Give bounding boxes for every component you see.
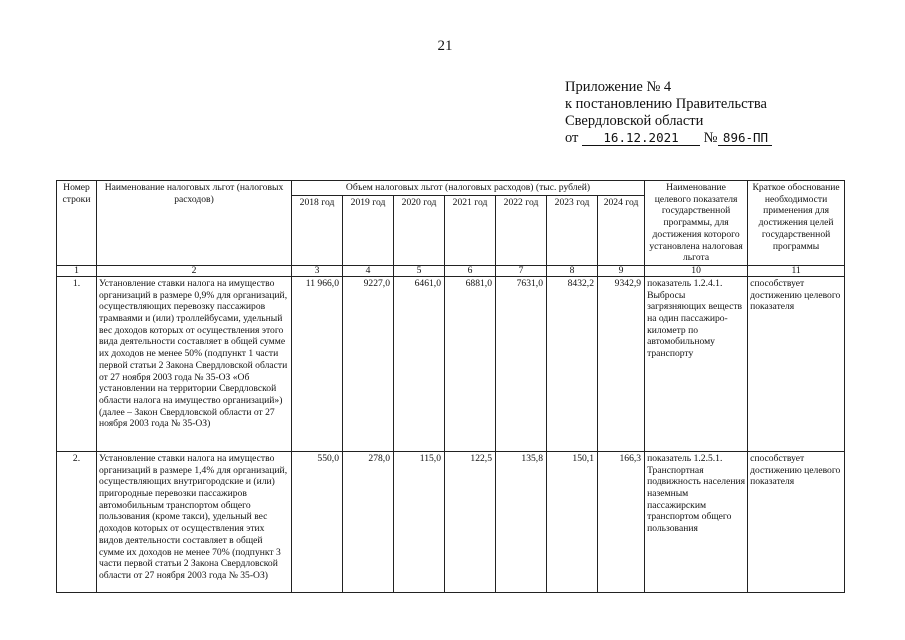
header-year: 2024 год (598, 196, 645, 266)
value-2018: 11 966,0 (292, 276, 343, 451)
header-year: 2021 год (445, 196, 496, 266)
benefit-name: Установление ставки налога на имущество организаций в размере 1,4% для организаций, осуществляющих внутригородские и (или) пригородные перевозки пассажиров автомобильным транспортом общего пользования (кроме такси), удельный вес доходов которых от осуществления этих видов деятельности составляет в общей сумме их доходов не менее 70% (подпункт 3 части первой статьи 2 Закона Свердловской области от 27 ноября 2003 года № 35-ОЗ) (97, 451, 292, 592)
column-number: 3 (292, 265, 343, 276)
appendix-date-line (565, 130, 772, 147)
column-number: 7 (496, 265, 547, 276)
header-rationale: Краткое обоснование необходимости применения для достижения целей государственной программы (748, 181, 845, 266)
value-2024: 9342,9 (598, 276, 645, 451)
value-2018: 550,0 (292, 451, 343, 592)
appendix-header (565, 79, 772, 147)
header-row-number: Номер строки (57, 181, 97, 266)
column-number: 8 (547, 265, 598, 276)
value-2023: 150,1 (547, 451, 598, 592)
resolution-date: 16.12.2021 (582, 131, 700, 146)
header-year: 2022 год (496, 196, 547, 266)
from-label: от (565, 130, 579, 146)
value-2020: 6461,0 (394, 276, 445, 451)
appendix-title: Приложение № 4 (565, 79, 672, 95)
rationale: способствует достижению целевого показателя (748, 276, 845, 451)
value-2022: 7631,0 (496, 276, 547, 451)
tax-benefits-table (56, 180, 845, 593)
column-number: 2 (97, 265, 292, 276)
value-2024: 166,3 (598, 451, 645, 592)
rationale: способствует достижению целевого показателя (748, 451, 845, 592)
header-year: 2018 год (292, 196, 343, 266)
header-year: 2019 год (343, 196, 394, 266)
row-number: 1. (57, 276, 97, 451)
target-indicator: показатель 1.2.4.1. Выбросы загрязняющих веществ на один пассажиро-километр по автомобильному транспорту (645, 276, 748, 451)
value-2022: 135,8 (496, 451, 547, 592)
column-number: 6 (445, 265, 496, 276)
header-volume: Объем налоговых льгот (налоговых расходов) (тыс. рублей) (292, 181, 645, 196)
column-number: 9 (598, 265, 645, 276)
row-number: 2. (57, 451, 97, 592)
value-2021: 6881,0 (445, 276, 496, 451)
value-2020: 115,0 (394, 451, 445, 592)
header-benefit-name: Наименование налоговых льгот (налоговых расходов) (97, 181, 292, 266)
value-2019: 9227,0 (343, 276, 394, 451)
target-indicator: показатель 1.2.5.1. Транспортная подвижность населения наземным пассажирским транспортом общего пользования (645, 451, 748, 592)
column-number: 4 (343, 265, 394, 276)
value-2019: 278,0 (343, 451, 394, 592)
page-number: 21 (437, 38, 453, 54)
column-number: 10 (645, 265, 748, 276)
table-row (57, 451, 845, 592)
table-row (57, 276, 845, 451)
value-2021: 122,5 (445, 451, 496, 592)
column-number: 1 (57, 265, 97, 276)
column-number: 5 (394, 265, 445, 276)
header-year: 2020 год (394, 196, 445, 266)
benefit-name: Установление ставки налога на имущество организаций в размере 0,9% для организаций, осуществляющих перевозку пассажиров трамваями и (или) троллейбусами, удельный вес доходов которых от осуществления этого вида деятельности составляет в общей сумме их доходов не менее 50% (подпункт 1 части первой статьи 2 Закона Свердловской области от 27 ноября 2003 года № 35-ОЗ «Об установлении на территории Свердловской области налога на имущество организаций») (далее – Закон Свердловской области от 27 ноября 2003 года № 35-ОЗ) (97, 276, 292, 451)
value-2023: 8432,2 (547, 276, 598, 451)
header-indicator: Наименование целевого показателя государственной программы, для достижения которого установлена налоговая льгота (645, 181, 748, 266)
column-number-row (57, 265, 845, 276)
appendix-resolution-ref: к постановлению Правительства (565, 96, 767, 112)
number-label: № (703, 130, 718, 146)
header-year: 2023 год (547, 196, 598, 266)
column-number: 11 (748, 265, 845, 276)
resolution-number: 896-ПП (718, 131, 772, 146)
appendix-region: Свердловской области (565, 113, 704, 129)
